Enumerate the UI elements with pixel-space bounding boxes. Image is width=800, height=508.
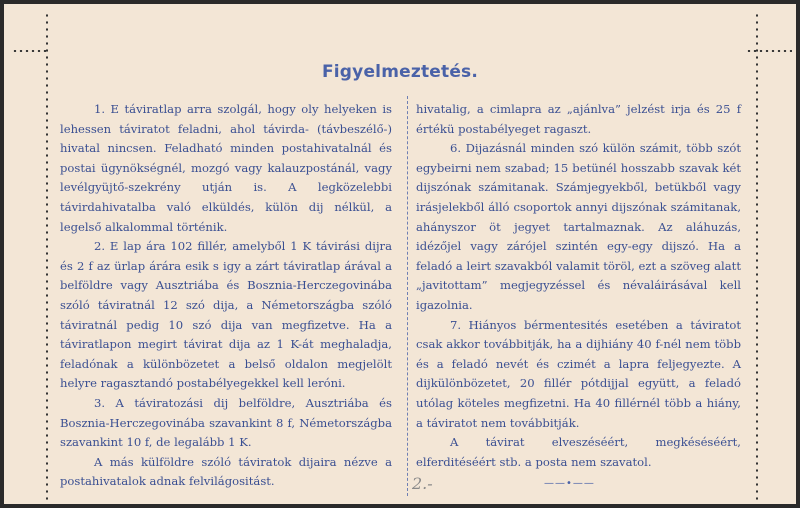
perforation-top-right: [746, 50, 792, 52]
paragraph-3: 3. A táviratozási dij belföldre, Ausztriába és Bosznia-Herczegovinába szavankint 8 f, Németországba szavankint 10 f, de legalább 1 K.: [60, 395, 392, 450]
paragraph-2: 2. E lap ára 102 fillér, amelyből 1 K távirási dijra és 2 f az ürlap árára esik s igy a zárt táviratlap árával a belföldre vagy Ausztriába és Bosznia-Herczegovinába szóló táviratnál 12 szó dija, a Németországba szóló táviratnál pedig 10 szó dija van megfizetve. Ha a táviratlapon megirt távirat dija az 1 K-át meghaladja, feladónak a különbözetet a belső oldalon megjelölt helyre ragasztandó postabélyegekkel kell leróni.: [60, 239, 392, 391]
left-text-column: [60, 100, 392, 492]
paragraph-6: 6. Dijazásnál minden szó külön számit, több szót egybeirni nem szabad; 15 betünél hosszabb szavak két dijszónak számitanak. Számjegyekből, betükből vagy irásjelekből álló csoportok annyi dijszónak számitanak, ahányszor öt jegyet tartalmaznak. Az aláhuzás, idézőjel vagy zárójel szintén egy-egy dijszó. Ha a feladó a leirt szavakból valamit töröl, ezt a szöveg alatt „javitottam” megjegyzéssel és névaláirásával kell igazolnia.: [416, 141, 741, 312]
right-text-column: [416, 100, 741, 472]
column-divider: [407, 96, 408, 496]
paragraph-5-continued: hivatalig, a cimlapra az „ajánlva” jelzést irja és 25 f értékü postabélyeget ragaszt.: [416, 102, 741, 136]
paragraph-1: 1. E táviratlap arra szolgál, hogy oly helyeken is lehessen táviratot feladni, ahol távirda- (távbeszélő-) hivatal nincsen. Feladható minden postahivatalnál és postai ügynökségnél, mozgó vagy kalauzpostánál, vagy levélgyüjtő-szekrény utján is. A legközelebbi távirdahivatalba való elküldés, külön dij nélkül, a legelső alkalommal történik.: [60, 102, 392, 234]
perforation-right: [756, 12, 758, 500]
perforation-top-left: [12, 50, 46, 52]
paragraph-foreign: A más külföldre szóló táviratok dijaira nézve a postahivatalok adnak felvilágositást.: [60, 454, 392, 489]
telegram-card-back: [4, 4, 796, 504]
paragraph-liability: A távirat elveszéséért, megkéséséért, elferditéséért stb. a posta nem szavatol.: [416, 435, 741, 469]
perforation-left: [46, 12, 48, 500]
ornament-divider: ——•——: [544, 478, 595, 489]
page-title: Figyelmeztetés.: [321, 62, 479, 82]
paragraph-7: 7. Hiányos bérmentesités esetében a táviratot csak akkor továbbitják, ha a dijhiány 40 f-nél nem több és a feladó nevét és czimét a lapra feljegyezte. A dijkülönbözetet, 20 fillér pótdijjal együtt, a feladó utólag köteles megfizetni. Ha 40 fillérnél több a hiány, a táviratot nem továbbitják.: [416, 317, 741, 430]
pencil-price-note: 2.-: [412, 474, 433, 493]
